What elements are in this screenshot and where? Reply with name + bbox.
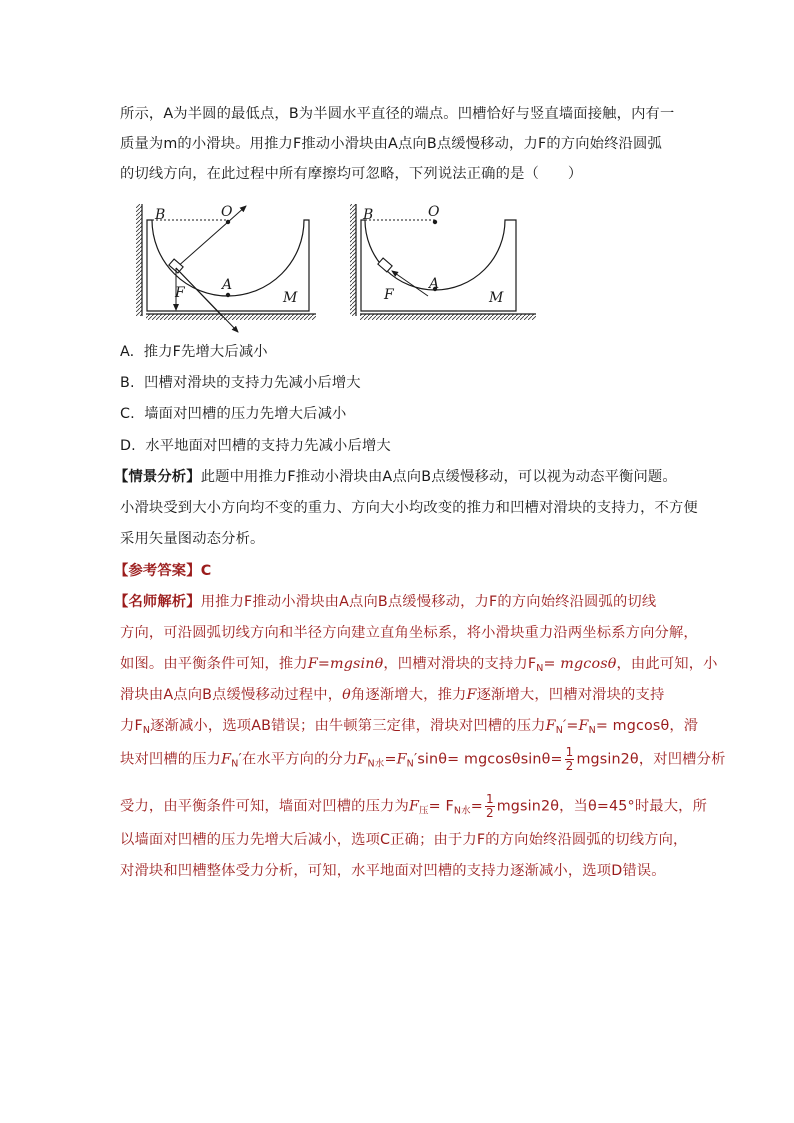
right-label-M: M: [489, 290, 504, 306]
figure-groove-diagrams: [0, 196, 794, 336]
right-label-F: F: [384, 287, 394, 303]
left-diagram: [136, 204, 316, 332]
right-diagram: [350, 204, 536, 320]
explanation-line-1: 【名师解析】用推力F推动小滑块由A点向B点缓慢移动，力F的方向始终沿圆弧的切线: [114, 594, 657, 610]
explanation-line-9: 对滑块和凹槽整体受力分析，可知，水平地面对凹槽的支持力逐渐减小，选项D错误。: [120, 863, 666, 879]
right-push-arrow: [392, 271, 428, 296]
explanation-line-3: 如图。由平衡条件可知，推力F=mgsinθ，凹槽对滑块的支持力$F_N= mgcos\theta$，由此可知，小: [120, 656, 718, 674]
right-wall-hatch: [350, 204, 356, 316]
left-ground-hatch: [146, 314, 316, 320]
explanation-line-4: 滑块由A点向B点缓慢移动过程中，θ角逐渐增大，推力F逐渐增大，凹槽对滑块的支持: [120, 687, 665, 703]
left-radius: [176, 222, 228, 268]
option-a: A. 推力F先增大后减小: [120, 344, 268, 360]
left-label-O: O: [221, 204, 233, 220]
option-b: B. 凹槽对滑块的支持力先减小后增大: [120, 375, 361, 391]
right-block: [378, 258, 392, 272]
right-label-B: B: [363, 207, 374, 223]
left-label-M: M: [283, 290, 298, 306]
right-center-point: [433, 220, 437, 224]
fraction-half: $\frac{1}{2}$: [565, 745, 574, 773]
answer-line: 【参考答案】C: [114, 563, 212, 579]
right-label-A: A: [429, 276, 440, 292]
fraction-half-2: $\frac{1}{2}$: [485, 792, 494, 820]
explanation-line-8: 以墙面对凹槽的压力先增大后减小，选项C正确；由于力F的方向始终沿圆弧的切线方向，: [120, 832, 688, 848]
right-ground-hatch: [360, 314, 536, 320]
scenario-line-3: 采用矢量图动态分析。: [120, 531, 265, 547]
left-label-A: A: [222, 277, 233, 293]
explanation-line-6: 块对凹槽的压力$F_N'$在水平方向的分力$F_{N水}=F_N'\sin\theta= mgcos\theta\sin\theta=$ $\frac{1}{2}$ mgsin2θ，对凹槽分析: [120, 745, 726, 773]
scenario-line-1: 【情景分析】此题中用推力F推动小滑块由A点向B点缓慢移动，可以视为动态平衡问题。: [114, 469, 677, 485]
explanation-line-2: 方向，可沿圆弧切线方向和半径方向建立直角坐标系，将小滑块重力沿两坐标系方向分解，: [120, 625, 698, 641]
scenario-line-2: 小滑块受到大小方向均不变的重力、方向大小均改变的推力和凹槽对滑块的支持力，不方便: [120, 500, 698, 516]
explanation-line-7: 受力，由平衡条件可知，墙面对凹槽的压力为$F_压= F_{N水}=$ $\frac{1}{2}$ mgsin2θ，当θ=45°时最大，所: [120, 792, 708, 820]
question-line-1: 所示，A为半圆的最低点，B为半圆水平直径的端点。凹槽恰好与竖直墙面接触，内有一: [120, 106, 675, 122]
left-wall-hatch: [136, 204, 142, 316]
left-label-F: F: [175, 285, 185, 301]
right-label-O: O: [428, 204, 440, 220]
question-line-2: 质量为m的小滑块。用推力F推动小滑块由A点向B点缓慢移动，力F的方向始终沿圆弧: [120, 136, 662, 152]
left-lowest-point: [226, 293, 230, 297]
option-d: D. 水平地面对凹槽的支持力先减小后增大: [120, 438, 391, 454]
explanation-line-5: 力$F_N$逐渐减小，选项AB错误；由牛顿第三定律，滑块对凹槽的压力$F_N'=F_N= mgcos\theta$，滑: [120, 718, 699, 736]
option-c: C. 墙面对凹槽的压力先增大后减小: [120, 406, 347, 422]
question-line-3: 的切线方向，在此过程中所有摩擦均可忽略，下列说法正确的是（ ）: [120, 166, 583, 182]
left-label-B: B: [155, 207, 166, 223]
